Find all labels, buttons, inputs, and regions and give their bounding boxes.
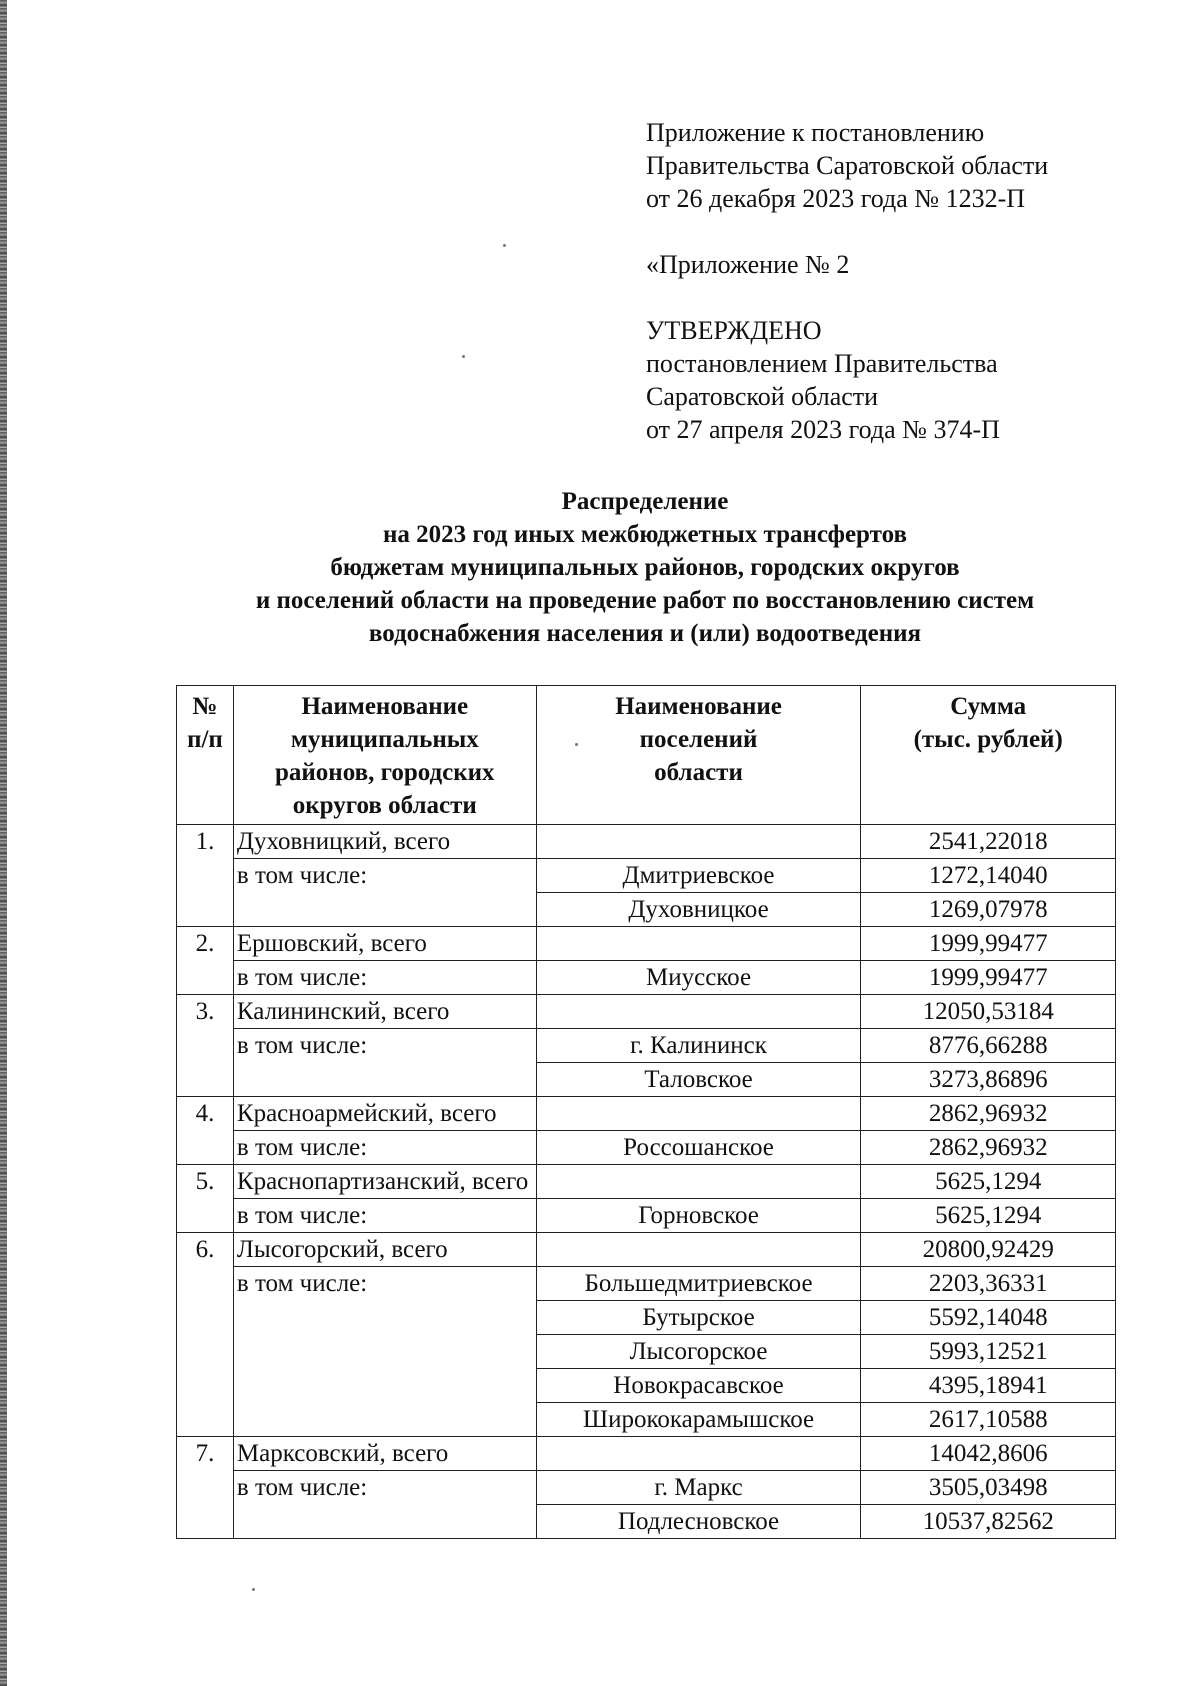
header-number	[177, 686, 234, 825]
header-settlement	[536, 686, 861, 825]
row-number: 6.	[177, 1233, 234, 1437]
settlement-sum: 5993,12521	[861, 1335, 1116, 1369]
settlement-empty	[536, 825, 861, 859]
settlement-name: Большедмитриевское	[536, 1267, 861, 1301]
settlement-name: Бутырское	[536, 1301, 861, 1335]
approval-line: Саратовской области	[646, 382, 879, 411]
district-name: Духовницкий, всего	[233, 825, 536, 859]
district-total-row	[177, 1233, 1116, 1267]
settlement-row	[177, 1029, 1116, 1063]
including-label: в том числе:	[233, 1029, 536, 1097]
settlement-empty	[536, 995, 861, 1029]
row-number: 2.	[177, 927, 234, 995]
table-body	[177, 825, 1116, 1539]
settlement-sum: 1999,99477	[861, 961, 1116, 995]
approved-stamp-text: УТВЕРЖДЕНО	[646, 316, 822, 345]
title-line: и поселений области на проведение работ по восстановлению систем	[255, 587, 1035, 614]
scan-speck	[252, 1588, 255, 1591]
including-label: в том числе:	[233, 1131, 536, 1165]
title-line: Распределение	[561, 488, 729, 515]
district-name: Ершовский, всего	[233, 927, 536, 961]
title-line: на 2023 год иных межбюджетных трансфертов	[383, 521, 907, 548]
settlement-name: г. Маркс	[536, 1471, 861, 1505]
header-text: муниципальных	[290, 726, 479, 753]
settlement-name: Новокрасавское	[536, 1369, 861, 1403]
settlement-row	[177, 1471, 1116, 1505]
settlement-empty	[536, 1233, 861, 1267]
district-total-row	[177, 1437, 1116, 1471]
district-total: 2541,22018	[861, 825, 1116, 859]
district-total-row	[177, 1097, 1116, 1131]
district-total-row	[177, 927, 1116, 961]
district-name: Лысогорский, всего	[233, 1233, 536, 1267]
district-total: 20800,92429	[861, 1233, 1116, 1267]
settlement-sum: 8776,66288	[861, 1029, 1116, 1063]
header-text: (тыс. рублей)	[913, 726, 1063, 753]
settlement-sum: 10537,82562	[861, 1505, 1116, 1539]
settlement-name: Духовницкое	[536, 893, 861, 927]
settlement-empty	[536, 1097, 861, 1131]
approval-line: Правительства Саратовской области	[646, 151, 1049, 180]
title-line: бюджетам муниципальных районов, городских округов	[330, 554, 960, 581]
including-label: в том числе:	[233, 1267, 536, 1437]
settlement-sum: 2617,10588	[861, 1403, 1116, 1437]
district-total: 2862,96932	[861, 1097, 1116, 1131]
table-header-row	[177, 686, 1116, 825]
settlement-sum: 1269,07978	[861, 893, 1116, 927]
settlement-name: Таловское	[536, 1063, 861, 1097]
settlement-sum: 4395,18941	[861, 1369, 1116, 1403]
header-text: поселений	[639, 726, 758, 753]
settlement-sum: 3273,86896	[861, 1063, 1116, 1097]
appendix-number: «Приложение № 2	[646, 250, 850, 279]
settlement-row	[177, 961, 1116, 995]
header-text: Наименование	[615, 693, 782, 720]
including-label: в том числе:	[233, 1471, 536, 1539]
settlement-name: Горновское	[536, 1199, 861, 1233]
row-number: 3.	[177, 995, 234, 1097]
row-number: 7.	[177, 1437, 234, 1539]
settlement-row	[177, 1199, 1116, 1233]
title-line: водоснабжения населения и (или) водоотведения	[368, 620, 922, 647]
settlement-name: Ширококарамышское	[536, 1403, 861, 1437]
settlement-row	[177, 1131, 1116, 1165]
settlement-empty	[536, 1165, 861, 1199]
settlement-row	[177, 859, 1116, 893]
approval-line: Приложение к постановлению	[646, 118, 985, 147]
approval-line: постановлением Правительства	[646, 349, 998, 378]
settlement-name: Россошанское	[536, 1131, 861, 1165]
district-total: 1999,99477	[861, 927, 1116, 961]
settlement-empty	[536, 1437, 861, 1471]
row-number: 5.	[177, 1165, 234, 1233]
row-number: 4.	[177, 1097, 234, 1165]
settlement-name: г. Калининск	[536, 1029, 861, 1063]
district-total-row	[177, 1165, 1116, 1199]
settlement-empty	[536, 927, 861, 961]
distribution-table	[176, 685, 1116, 1539]
district-total: 5625,1294	[861, 1165, 1116, 1199]
header-text: Наименование	[301, 693, 469, 720]
header-text: области	[654, 759, 743, 786]
district-name: Марксовский, всего	[233, 1437, 536, 1471]
settlement-sum: 1272,14040	[861, 859, 1116, 893]
including-label: в том числе:	[233, 1199, 536, 1233]
document-title	[60, 485, 1200, 650]
row-number: 1.	[177, 825, 234, 927]
header-text: Сумма	[950, 693, 1027, 720]
district-name: Краснопартизанский, всего	[233, 1165, 536, 1199]
including-label: в том числе:	[233, 961, 536, 995]
header-district	[233, 686, 536, 825]
header-text: п/п	[187, 726, 223, 753]
district-name: Красноармейский, всего	[233, 1097, 536, 1131]
settlement-sum: 5625,1294	[861, 1199, 1116, 1233]
settlement-sum: 5592,14048	[861, 1301, 1116, 1335]
including-label: в том числе:	[233, 859, 536, 927]
district-name: Калининский, всего	[233, 995, 536, 1029]
district-total: 12050,53184	[861, 995, 1116, 1029]
district-total-row	[177, 825, 1116, 859]
settlement-row	[177, 1267, 1116, 1301]
header-sum	[861, 686, 1116, 825]
approval-block	[646, 116, 1166, 446]
settlement-sum: 2203,36331	[861, 1267, 1116, 1301]
approval-line: от 26 декабря 2023 года № 1232-П	[646, 184, 1026, 213]
approval-line: от 27 апреля 2023 года № 374-П	[646, 415, 1000, 444]
header-text: №	[192, 693, 218, 720]
settlement-name: Подлесновское	[536, 1505, 861, 1539]
settlement-sum: 3505,03498	[861, 1471, 1116, 1505]
district-total: 14042,8606	[861, 1437, 1116, 1471]
header-text: округов области	[292, 792, 477, 819]
header-text: районов, городских	[275, 759, 495, 786]
scan-edge	[0, 0, 7, 1686]
settlement-name: Лысогорское	[536, 1335, 861, 1369]
settlement-name: Миусское	[536, 961, 861, 995]
scan-speck	[575, 743, 578, 746]
settlement-sum: 2862,96932	[861, 1131, 1116, 1165]
scan-speck	[462, 355, 465, 358]
district-total-row	[177, 995, 1116, 1029]
settlement-name: Дмитриевское	[536, 859, 861, 893]
scan-speck	[503, 244, 506, 247]
